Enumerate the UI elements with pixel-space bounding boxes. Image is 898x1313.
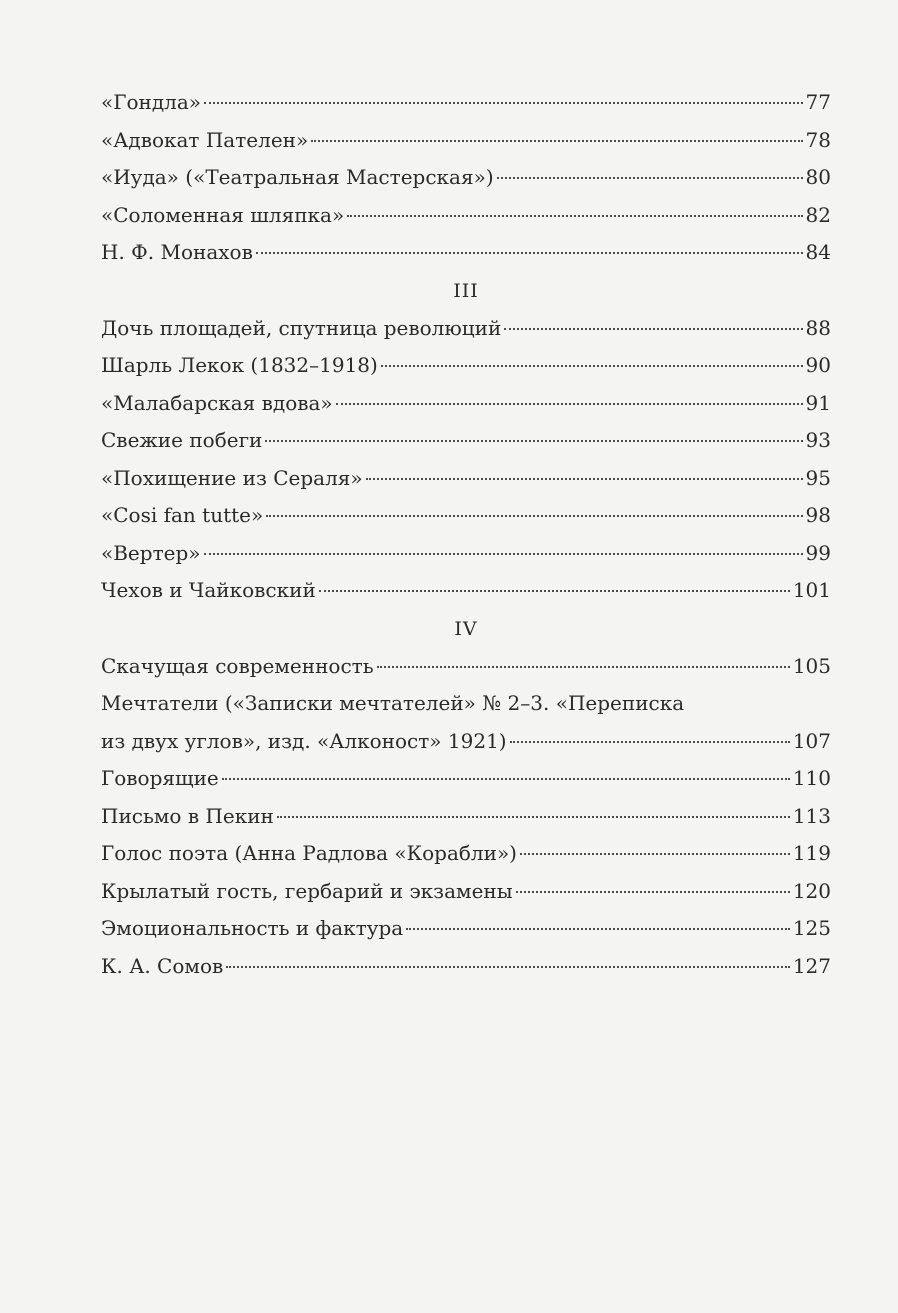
dot-leader: [204, 553, 803, 555]
dot-leader: [204, 102, 803, 104]
toc-entry: [101, 835, 831, 873]
table-of-contents: [101, 84, 831, 985]
toc-entry-title: «Cosi fan tutte»: [101, 503, 264, 527]
toc-entry-title: Шарль Лекок (1832–1918): [101, 353, 378, 377]
dot-leader: [311, 140, 802, 142]
toc-entry-page: 119: [792, 841, 831, 865]
toc-entry-title-line1: Мечтатели («Записки мечтателей» № 2–3. «Переписка: [101, 691, 685, 715]
toc-entry-title: «Гондла»: [101, 90, 202, 114]
toc-entry-page: 88: [805, 315, 831, 340]
toc-entry: [101, 760, 831, 798]
dot-leader: [381, 365, 803, 367]
dot-leader: [510, 741, 790, 743]
toc-entry: [101, 572, 831, 610]
toc-entry: [101, 873, 831, 911]
dot-leader: [319, 590, 790, 592]
toc-entry: [101, 948, 831, 986]
toc-entry: [101, 497, 831, 535]
toc-entry: [101, 460, 831, 498]
toc-entry-title: Говорящие: [101, 766, 219, 790]
section-heading-iii: III: [453, 279, 479, 302]
toc-entry-title: К. А. Сомов: [101, 953, 224, 978]
dot-leader: [265, 440, 802, 442]
dot-leader: [226, 966, 790, 968]
dot-leader: [256, 252, 803, 254]
toc-entry-page: 98: [805, 503, 831, 527]
toc-entry: [101, 310, 831, 348]
toc-entry-title: Н. Ф. Монахов: [101, 240, 253, 264]
toc-entry-multiline: [101, 685, 831, 760]
dot-leader: [277, 816, 790, 818]
toc-entry: [101, 122, 831, 160]
dot-leader: [347, 215, 802, 217]
toc-entry: [101, 159, 831, 197]
toc-entry: [101, 385, 831, 423]
toc-entry-page: 107: [792, 728, 831, 753]
dot-leader: [504, 328, 802, 330]
toc-entry-title: Крылатый гость, гербарий и экзамены: [101, 878, 513, 903]
dot-leader: [406, 928, 790, 930]
toc-entry-page: 84: [805, 240, 831, 264]
toc-entry: [101, 648, 831, 686]
toc-entry-title: «Малабарская вдова»: [101, 390, 333, 415]
toc-entry-page: 78: [805, 127, 831, 152]
toc-entry-title: «Вертер»: [101, 540, 201, 565]
dot-leader: [516, 891, 790, 893]
dot-leader: [222, 778, 790, 780]
toc-entry-continuation: [101, 723, 831, 761]
dot-leader: [520, 853, 790, 855]
toc-entry-page: 99: [805, 540, 831, 565]
toc-entry-title: Свежие побеги: [101, 428, 263, 452]
toc-entry-page: 105: [792, 653, 831, 678]
dot-leader: [266, 515, 802, 517]
toc-entry-page: 93: [805, 428, 831, 452]
toc-entry-title: Письмо в Пекин: [101, 803, 274, 828]
toc-entry-page: 91: [805, 390, 831, 415]
toc-entry-title: «Соломенная шляпка»: [101, 202, 345, 227]
toc-entry-title: Чехов и Чайковский: [101, 578, 316, 602]
toc-entry: [101, 798, 831, 836]
toc-entry-page: 82: [805, 202, 831, 227]
toc-entry: [101, 535, 831, 573]
toc-entry: [101, 234, 831, 272]
dot-leader: [497, 177, 803, 179]
toc-entry-page: 80: [805, 165, 831, 189]
toc-entry-title: «Похищение из Сераля»: [101, 465, 363, 490]
toc-entry-title: Дочь площадей, спутница революций: [101, 315, 502, 340]
toc-entry-title: «Адвокат Пателен»: [101, 127, 309, 152]
toc-entry-page: 120: [792, 878, 831, 903]
toc-entry-page: 113: [792, 803, 831, 828]
toc-entry-title: Скачущая современность: [101, 653, 374, 678]
toc-entry-page: 101: [792, 578, 831, 602]
toc-entry: [101, 197, 831, 235]
toc-entry-title: Голос поэта (Анна Радлова «Корабли»): [101, 841, 517, 865]
toc-entry-page: 95: [805, 465, 831, 490]
toc-entry-page: 77: [805, 90, 831, 114]
dot-leader: [336, 403, 803, 405]
toc-entry-title: Эмоциональность и фактура: [101, 916, 404, 940]
toc-entry-title: «Иуда» («Театральная Мастерская»): [101, 165, 494, 189]
toc-entry-page: 90: [805, 353, 831, 377]
section-heading-iv: IV: [454, 617, 478, 640]
toc-entry-page: 125: [792, 916, 831, 940]
toc-entry: [101, 422, 831, 460]
toc-entry-page: 110: [792, 766, 831, 790]
toc-entry: [101, 910, 831, 948]
toc-entry: [101, 84, 831, 122]
toc-entry: [101, 347, 831, 385]
toc-entry-title-line2: из двух углов», изд. «Алконост» 1921): [101, 728, 507, 753]
toc-entry-page: 127: [792, 953, 831, 978]
dot-leader: [366, 478, 803, 480]
dot-leader: [377, 666, 790, 668]
